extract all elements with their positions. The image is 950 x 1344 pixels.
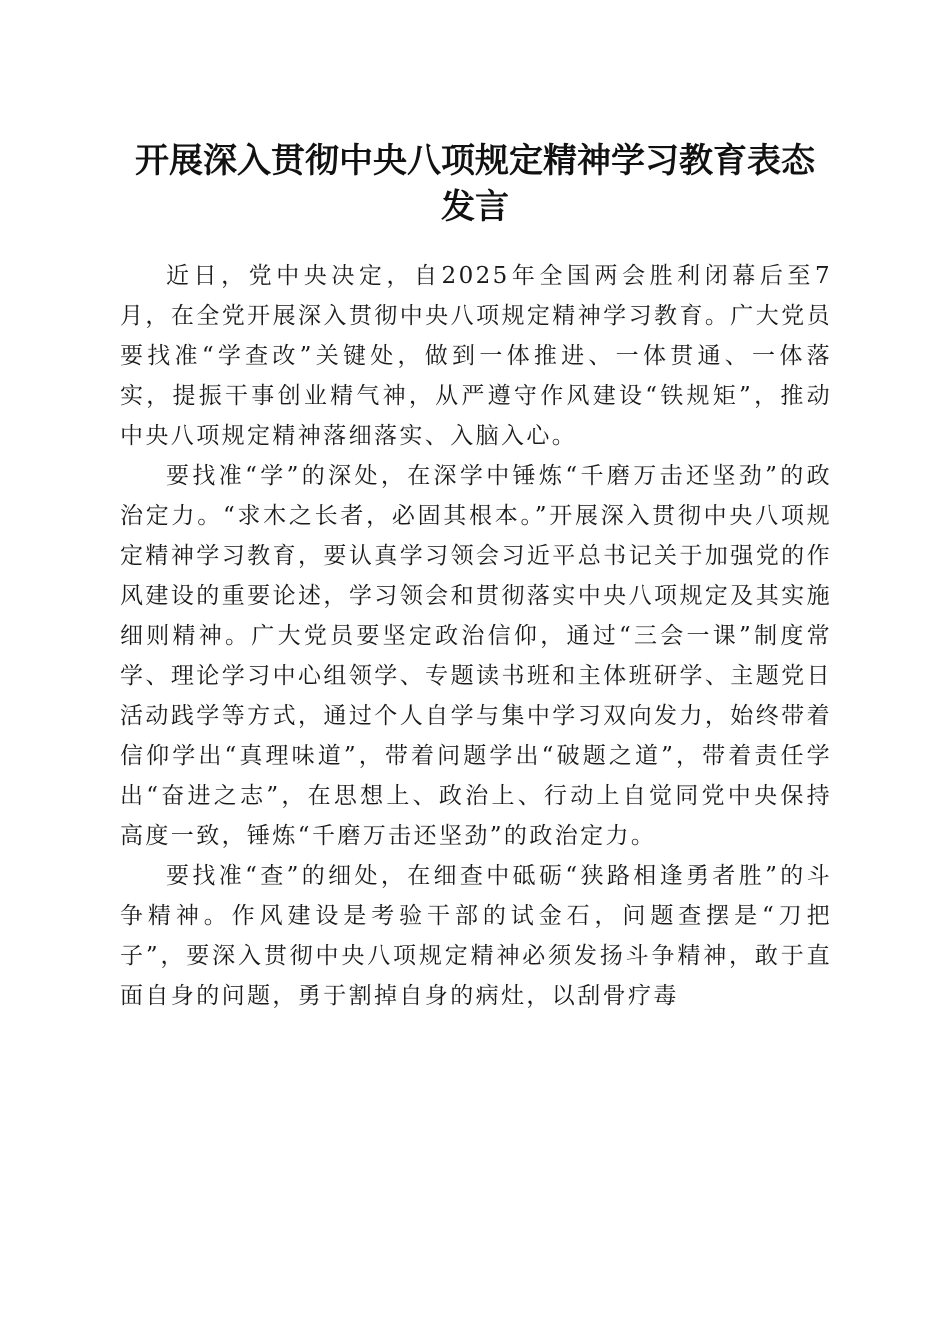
document-body xyxy=(120,256,832,1016)
title-line-1: 开展深入贯彻中央八项规定精神学习教育表态 xyxy=(135,141,815,181)
paragraph-inspect: 要找准“查”的细处，在细查中砥砺“狭路相逢勇者胜”的斗争精神。作风建设是考验干部的试金石，问题查摆是“刀把子”，要深入贯彻中央八项规定精神必须发扬斗争精神，敢于直面自身的问题，勇于割掉自身的病灶，以刮骨疗毒 xyxy=(120,863,832,1009)
document-title xyxy=(100,138,850,230)
paragraph-study: 要找准“学”的深处，在深学中锤炼“千磨万击还坚劲”的政治定力。“求木之长者，必固其根本。”开展深入贯彻中央八项规定精神学习教育，要认真学习领会习近平总书记关于加强党的作风建设的重要论述，学习领会和贯彻落实中央八项规定及其实施细则精神。广大党员要坚定政治信仰，通过“三会一课”制度常学、理论学习中心组领学、专题读书班和主体班研学、主题党日活动践学等方式，通过个人自学与集中学习双向发力，始终带着信仰学出“真理味道”，带着问题学出“破题之道”，带着责任学出“奋进之志”，在思想上、政治上、行动上自觉同党中央保持高度一致，锤炼“千磨万击还坚劲”的政治定力。 xyxy=(120,463,832,849)
title-line-2: 发言 xyxy=(441,187,509,227)
paragraph-intro: 近日，党中央决定，自2025年全国两会胜利闭幕后至7月，在全党开展深入贯彻中央八项规定精神学习教育。广大党员要找准“学查改”关键处，做到一体推进、一体贯通、一体落实，提振干事创业精气神，从严遵守作风建设“铁规矩”，推动中央八项规定精神落细落实、入脑入心。 xyxy=(120,263,832,449)
